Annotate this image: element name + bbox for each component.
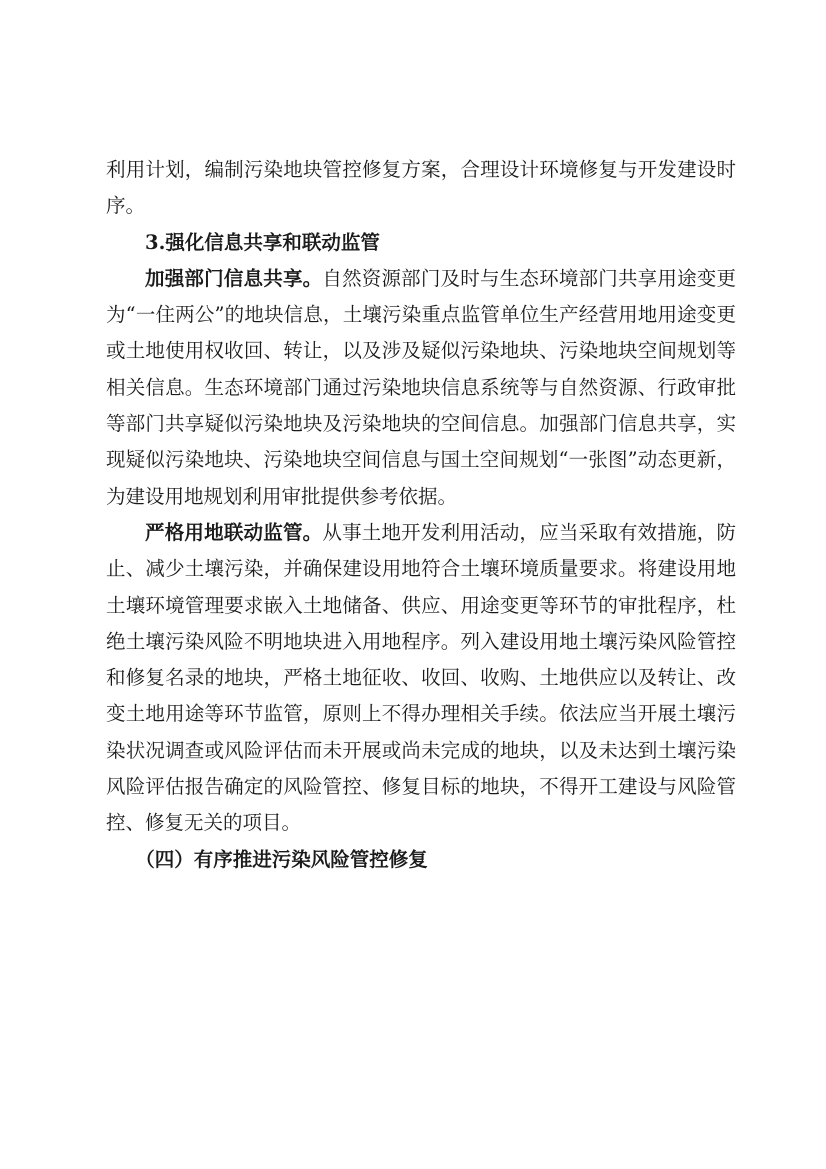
paragraph-lead-joint-supervision: 严格用地联动监管。 bbox=[145, 520, 323, 544]
paragraph-joint-supervision bbox=[106, 515, 736, 842]
paragraph-info-sharing bbox=[106, 261, 736, 515]
section-heading-3: 3.强化信息共享和联动监管 bbox=[145, 230, 380, 254]
paragraph-body-info-sharing: 自然资源部门及时与生态环境部门共享用途变更为“一住两公”的地块信息，土壤污染重点监管单位生产经营用地用途变更或土地使用权收回、转让，以及涉及疑似污染地块、污染地块空间规划等相关信息。生态环境部门通过污染地块信息系统等与自然资源、行政审批等部门共享疑似污染地块及污染地块的空间信息。加强部门信息共享，实现疑似污染地块、污染地块空间信息与国土空间规划“一张图”动态更新，为建设用地规划利用审批提供参考依据。 bbox=[106, 266, 736, 508]
paragraph-body-joint-supervision: 从事土地开发利用活动，应当采取有效措施，防止、减少土壤污染，并确保建设用地符合土壤环境质量要求。将建设用地土壤环境管理要求嵌入土地储备、供应、用途变更等环节的审批程序，杜绝土壤污染风险不明地块进入用地程序。列入建设用地土壤污染风险管控和修复名录的地块，严格土地征收、收回、收购、土地供应以及转让、改变土地用途等环节监管，原则上不得办理相关手续。依法应当开展土壤污染状况调查或风险评估而未开展或尚未完成的地块，以及未达到土壤污染风险评估报告确定的风险管控、修复目标的地块，不得开工建设与风险管控、修复无关的项目。 bbox=[106, 520, 736, 835]
paragraph-lead-info-sharing: 加强部门信息共享。 bbox=[145, 266, 323, 290]
section-heading-4: （四）有序推进污染风险管控修复 bbox=[135, 847, 428, 871]
document-page bbox=[106, 152, 736, 878]
paragraph-continuation: 利用计划，编制污染地块管控修复方案，合理设计环境修复与开发建设时序。 bbox=[106, 158, 736, 218]
